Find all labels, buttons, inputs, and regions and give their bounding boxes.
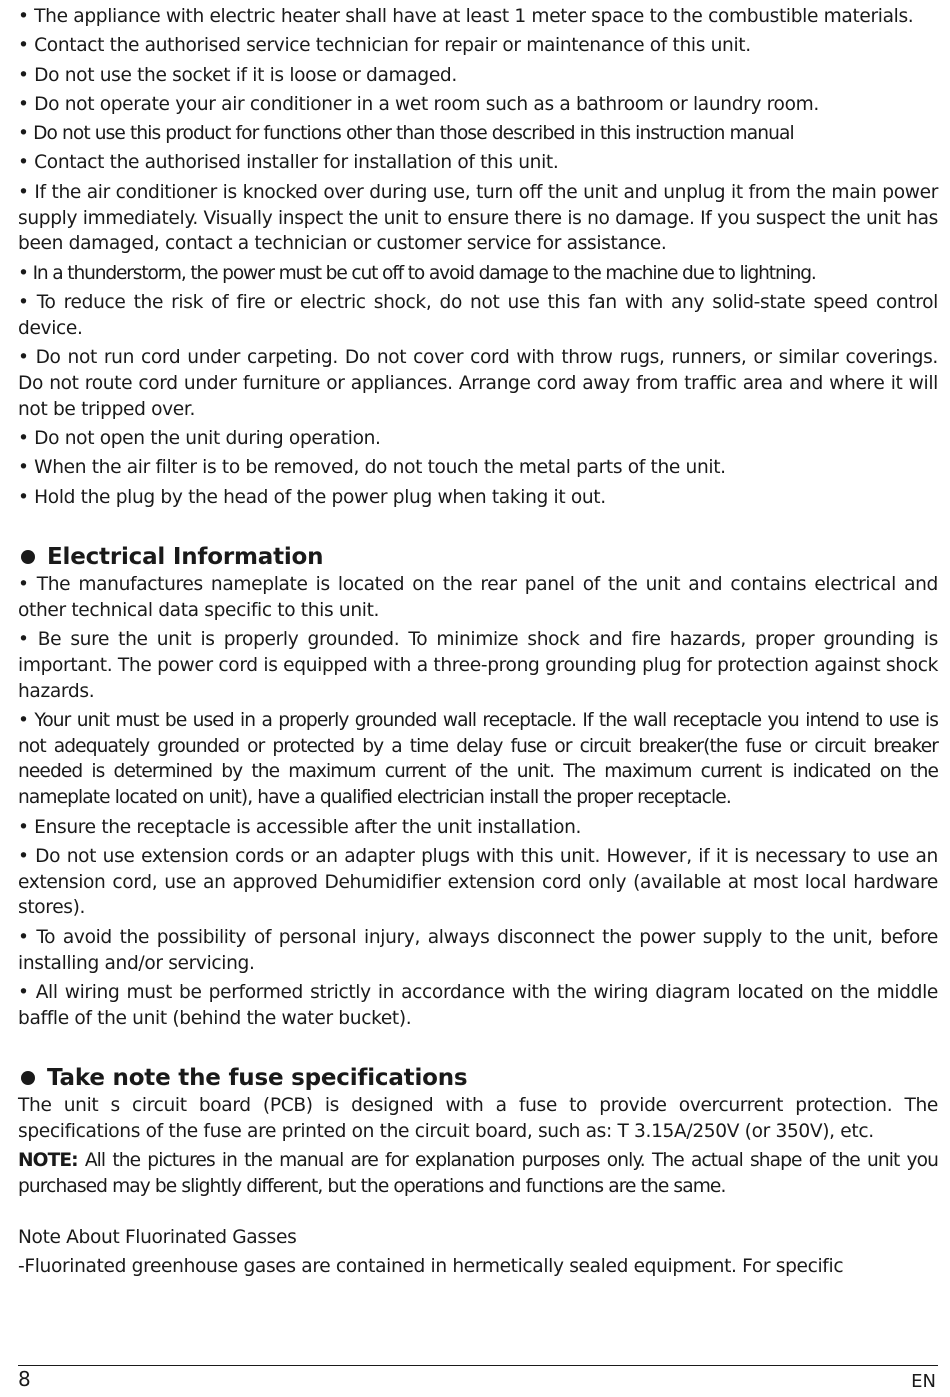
fuse-note bbox=[18, 1148, 938, 1200]
note-text: All the pictures in the manual are for explanation purposes only. The actual shape of the unit you purchased may be slightly different, but the operations and functions are the same. bbox=[18, 1149, 938, 1197]
note-label: NOTE: bbox=[18, 1149, 78, 1171]
electrical-item: • The manufactures nameplate is located on the rear panel of the unit and contains electrical and other technical data specific to this unit. bbox=[18, 573, 938, 621]
section-heading-fuse bbox=[18, 1063, 938, 1093]
fluorinated-text: -Fluorinated greenhouse gases are contained in hermetically sealed equipment. For specific bbox=[18, 1256, 844, 1278]
language-code: EN bbox=[911, 1371, 936, 1392]
safety-item: • If the air conditioner is knocked over during use, turn off the unit and unplug it from the main power supply immediately. Visually inspect the unit to ensure there is no damage. If you suspect the unit has been damaged, contact a technician or customer service for assistance. bbox=[18, 181, 938, 255]
safety-item: • When the air filter is to be removed, do not touch the metal parts of the unit. bbox=[18, 457, 726, 479]
safety-item: • In a thunderstorm, the power must be cut off to avoid damage to the machine due to lightning. bbox=[18, 262, 816, 284]
safety-item: • Do not use this product for functions other than those described in this instruction manual bbox=[18, 123, 794, 145]
footer-divider bbox=[18, 1365, 938, 1366]
safety-item: • To reduce the risk of fire or electric shock, do not use this fan with any solid-state speed control device. bbox=[18, 291, 938, 339]
electrical-item: • Ensure the receptacle is accessible after the unit installation. bbox=[18, 816, 582, 838]
section-heading-text: Take note the fuse specifications bbox=[47, 1064, 468, 1091]
safety-item: • Do not use the socket if it is loose or damaged. bbox=[18, 64, 457, 86]
safety-item: • Contact the authorised service technician for repair or maintenance of this unit. bbox=[18, 35, 751, 57]
electrical-item: • Do not use extension cords or an adapter plugs with this unit. However, if it is necessary to use an extension cord, use an approved Dehumidifier extension cord only (available at most local hardware stores). bbox=[18, 845, 938, 919]
electrical-item: • To avoid the possibility of personal injury, always disconnect the power supply to the unit, before installing and/or servicing. bbox=[18, 926, 938, 974]
electrical-item: • Be sure the unit is properly grounded. To minimize shock and fire hazards, proper grounding is important. The power cord is equipped with a three-prong grounding plug for protection against shock hazards. bbox=[18, 628, 938, 702]
bullet-dot-icon bbox=[21, 550, 35, 564]
page-number: 8 bbox=[18, 1367, 31, 1391]
bullet-dot-icon bbox=[21, 1071, 35, 1085]
electrical-item: • Your unit must be used in a properly grounded wall receptacle. If the wall receptacle you intend to use is not adequately grounded or protected by a time delay fuse or circuit breaker(the fuse or circuit breaker needed is determined by the maximum current of the unit. The maximum current is indicated on the nameplate located on unit), have a qualified electrician install the proper receptacle. bbox=[18, 709, 938, 809]
safety-item: • Do not operate your air conditioner in a wet room such as a bathroom or laundry room. bbox=[18, 93, 819, 115]
fluorinated-title: Note About Fluorinated Gasses bbox=[18, 1227, 297, 1249]
safety-item: • Hold the plug by the head of the power plug when taking it out. bbox=[18, 486, 606, 508]
safety-item: • Contact the authorised installer for installation of this unit. bbox=[18, 152, 559, 174]
safety-item: • Do not open the unit during operation. bbox=[18, 427, 381, 449]
section-heading-electrical bbox=[18, 542, 938, 572]
safety-item: • Do not run cord under carpeting. Do not cover cord with throw rugs, runners, or similar coverings. Do not route cord under furniture or appliances. Arrange cord away from traffic area and where it will not be tripped over. bbox=[18, 347, 938, 420]
manual-page bbox=[18, 4, 938, 1284]
electrical-item: • All wiring must be performed strictly in accordance with the wiring diagram located on the middle baffle of the unit (behind the water bucket). bbox=[18, 981, 938, 1029]
section-heading-text: Electrical Information bbox=[47, 543, 324, 570]
fuse-body: The unit s circuit board (PCB) is designed with a fuse to provide overcurrent protection. The specifications of the fuse are printed on the circuit board, such as: T 3.15A/250V (or 350V), etc. bbox=[18, 1094, 938, 1142]
safety-item: • The appliance with electric heater shall have at least 1 meter space to the combustible materials. bbox=[18, 6, 914, 27]
